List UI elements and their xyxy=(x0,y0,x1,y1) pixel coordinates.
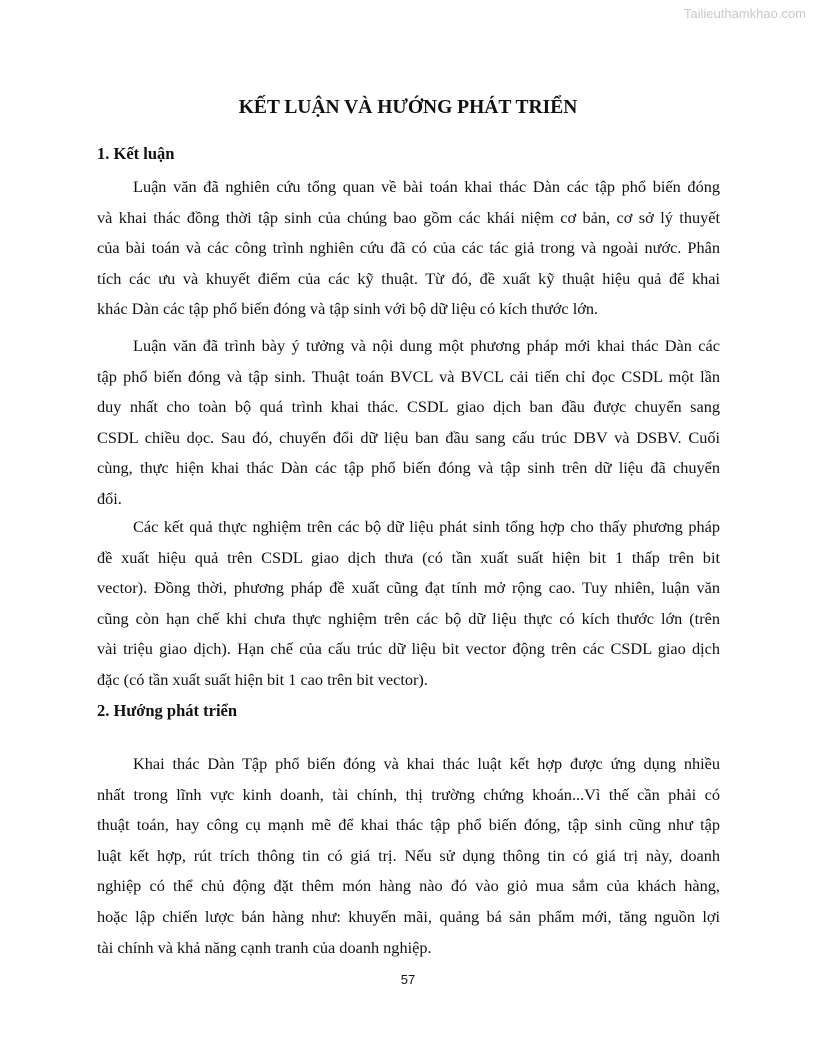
text-line: Khai thác Dàn Tập phổ biến đóng và khai thác luật kết hợp được ứng dụng nhiều xyxy=(133,754,720,773)
text-line: CSDL chiều dọc. Sau đó, chuyển đổi dữ liệu ban đầu sang cấu trúc DBV và DSBV. Cuối xyxy=(97,427,720,447)
text-line: cùng, thực hiện khai thác Dàn các tập phổ biến đóng và tập sinh trên dữ liệu đã chuyển xyxy=(97,458,720,478)
text-line: cũng còn hạn chế khi chưa thực nghiệm trên các bộ dữ liệu thực có kích thước lớn (trên xyxy=(97,608,720,628)
text-line: vài triệu giao dịch). Hạn chế của cấu trúc dữ liệu bit vector động trên các CSDL giao dịch xyxy=(97,639,720,659)
paragraph xyxy=(97,512,720,696)
text-line: tích các ưu và khuyết điểm của các kỹ thuật. Từ đó, đề xuất kỹ thuật hiệu quả để khai xyxy=(97,268,720,288)
text-line: và khai thác đồng thời tập sinh của chúng bao gồm các khái niệm cơ bản, cơ sở lý thuyết xyxy=(97,207,720,227)
text-line: tài chính và khả năng cạnh tranh của doanh nghiệp. xyxy=(97,937,432,957)
text-line: hoặc lập chiến lược bán hàng như: khuyến mãi, quảng bá sản phẩm mới, tăng nguồn lợi xyxy=(97,906,720,926)
text-line: nhất trong lĩnh vực kinh doanh, tài chính, thị trường chứng khoán...Vì thế cần phải có xyxy=(97,784,720,804)
section-heading-future-work: 2. Hướng phát triển xyxy=(97,701,238,720)
text-line: đổi. xyxy=(97,488,122,508)
text-line: duy nhất cho toàn bộ quá trình khai thác. CSDL giao dịch ban đầu được chuyển sang xyxy=(97,397,720,417)
page-number: 57 xyxy=(400,972,416,987)
text-line: của bài toán và các công trình nghiên cứu đã có của các tác giả trong và ngoài nước. Phân xyxy=(97,238,720,258)
text-line: Các kết quả thực nghiệm trên các bộ dữ liệu phát sinh tổng hợp cho thấy phương pháp xyxy=(133,517,720,536)
text-line: khác Dàn các tập phổ biến đóng và tập sinh với bộ dữ liệu có kích thước lớn. xyxy=(97,299,599,319)
text-line: luật kết hợp, rút trích thông tin có giá trị. Nếu sử dụng thông tin có giá trị này, doanh xyxy=(97,845,720,865)
text-line: vector). Đồng thời, phương pháp đề xuất cũng đạt tính mở rộng cao. Tuy nhiên, luận văn xyxy=(97,578,720,598)
text-line: đề xuất hiệu quả trên CSDL giao dịch thưa (có tần xuất suất hiện bit 1 thấp trên bit xyxy=(97,547,720,567)
text-line: nghiệp có thể chủ động đặt thêm món hàng nào đó vào giỏ mua sắm của khách hàng, xyxy=(97,876,720,896)
watermark: Tailieuthamkhao.com xyxy=(683,6,806,21)
text-line: đặc (có tần xuất suất hiện bit 1 cao trên bit vector). xyxy=(97,669,428,689)
text-line: Luận văn đã nghiên cứu tổng quan về bài toán khai thác Dàn các tập phổ biến đóng xyxy=(133,177,720,196)
text-line: tập phổ biến đóng và tập sinh. Thuật toán BVCL và BVCL cải tiến chỉ đọc CSDL một lần xyxy=(97,366,720,386)
paragraph xyxy=(97,172,720,325)
text-line: Luận văn đã trình bày ý tưởng và nội dung một phương pháp mới khai thác Dàn các xyxy=(133,336,720,355)
text-line: thuật toán, hay công cụ mạnh mẽ để khai thác tập phổ biến đóng, tập sinh cũng như tập xyxy=(97,815,720,835)
page-title: KẾT LUẬN VÀ HƯỚNG PHÁT TRIỂN xyxy=(238,97,578,118)
paragraph xyxy=(97,331,720,515)
paragraph xyxy=(97,749,720,963)
section-heading-conclusion: 1. Kết luận xyxy=(97,144,175,163)
